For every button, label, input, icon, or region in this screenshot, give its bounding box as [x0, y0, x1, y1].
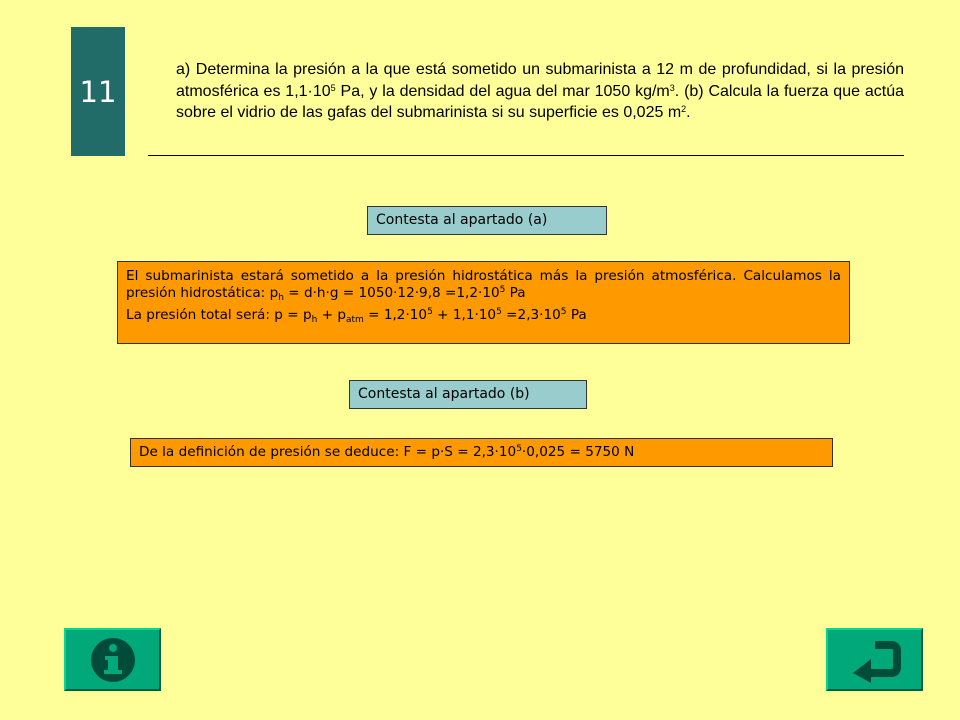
divider-line — [148, 155, 904, 156]
answer-b-button[interactable]: Contesta al apartado (b) — [349, 380, 587, 409]
return-button[interactable] — [826, 628, 923, 691]
answer-a-paragraph-2: La presión total será: $p = p_h + p_{atm} = 1,2\cdot 10^5 + 1,1\cdot 10^5 =2,3\cdot 10^5$ Pa — [126, 307, 587, 325]
info-button[interactable] — [64, 628, 161, 691]
answer-a-paragraph-1: El submarinista estará sometido a la presión hidrostática más la presión atmosférica. Calculamos la presión hidrostática: $p_h = d\cdot h\cdot g = 1050\cdot 12\cdot 9,8 =1,2\cdot 10^5$ Pa — [126, 268, 841, 303]
info-icon — [88, 635, 138, 685]
answer-a-box — [117, 261, 850, 344]
answer-a-button[interactable]: Contesta al apartado (a) — [367, 206, 607, 235]
slide-number: 11 — [71, 27, 125, 156]
answer-b-box: De la definición de presión se deduce: $F = p\cdot S = 2,3\cdot 10^5\cdot 0,025 = 5750$ N — [130, 438, 833, 467]
return-arrow-icon — [849, 637, 901, 683]
problem-statement: a) Determina la presión a la que está sometido un submarinista a 12 m de profundidad, si la presión atmosférica es $1,1\cdot 10^5$ Pa, y la densidad del agua del mar 1050 $kg/m^3$. (b) Calcula la fuerza que actúa sobre el vidrio de las gafas del submarinista si su superficie es 0,025 $m^2$. — [176, 61, 904, 122]
